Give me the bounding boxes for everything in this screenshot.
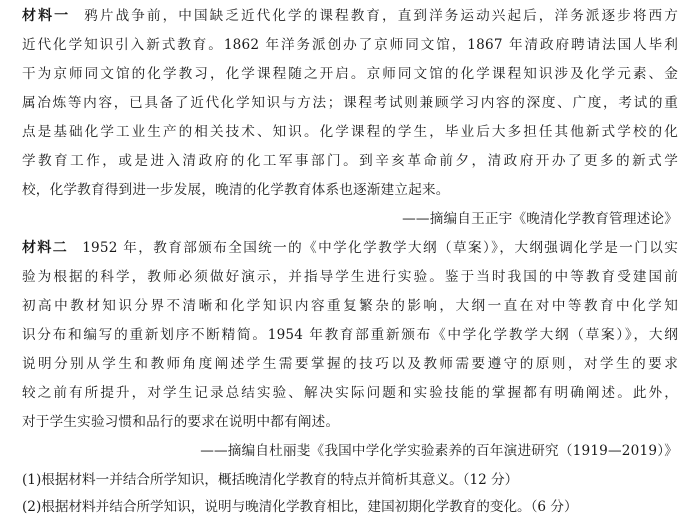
material1-line-6: 学教育工作，或是进入清政府的化工军事部门。到辛亥革命前夕，清政府开办了更多的新式学	[22, 153, 678, 169]
material1-line-4: 属冶炼等内容，已具备了近代化学知识与方法；课程考试则兼顾学习内容的深度、广度，考试的重	[22, 95, 678, 111]
question-1: (1)根据材料一并结合所学知识，概括晚清化学教育的特点并简析其意义。（12 分）	[22, 472, 519, 488]
material2-label: 材料二	[22, 240, 69, 256]
material2-text-1: 1952 年，教育部颁布全国统一的《中学化学教学大纲（草案）》，大纲强调化学是一门以实	[82, 240, 678, 256]
material2-line-2: 验为根据的科学，教师必须做好演示，并指导学生进行实验。鉴于当时我国的中等教育受建国前	[22, 269, 678, 285]
material1-line-1	[22, 6, 678, 26]
material2-line-3: 初高中教材知识分界不清晰和化学知识内容重复繁杂的影响，大纲一直在对中等教育中化学知	[22, 298, 678, 314]
material1-text-1: 鸦片战争前，中国缺乏近代化学的课程教育，直到洋务运动兴起后，洋务派逐步将西方	[84, 8, 678, 24]
material2-source: ——摘编自杜丽斐《我国中学化学实验素养的百年演进研究（1919—2019）》	[200, 443, 678, 459]
material1-line-3: 干为京师同文馆的化学教习，化学课程随之开启。京师同文馆的化学课程知识涉及化学元素、金	[22, 66, 678, 82]
material1-label: 材料一	[22, 8, 71, 24]
material2-line-5: 说明分别从学生和教师角度阐述学生需要掌握的技巧以及教师需要遵守的原则，对学生的要求	[22, 356, 678, 372]
material1-line-7: 校，化学教育得到进一步发展，晚清的化学教育体系也逐渐建立起来。	[22, 182, 450, 198]
material2-line-6: 较之前有所提升，对学生记录总结实验、解决实际问题和实验技能的掌握都有明确阐述。此外，	[22, 385, 678, 401]
material2-line-1	[22, 238, 678, 258]
material1-line-2: 近代化学知识引入新式教育。1862 年洋务派创办了京师同文馆，1867 年清政府聘请法国人毕利	[22, 37, 678, 53]
material1-source: ——摘编自王正宇《晚清化学教育管理述论》	[402, 211, 678, 227]
material2-line-4: 识分布和编写的重新划序不断精简。1954 年教育部重新颁布《中学化学教学大纲（草案）》，大纲	[22, 327, 678, 343]
question-2: (2)根据材料并结合所学知识，说明与晚清化学教育相比，建国初期化学教育的变化。（6 分）	[22, 499, 578, 515]
material2-line-7: 对于学生实验习惯和品行的要求在说明中都有阐述。	[22, 414, 340, 430]
material1-line-5: 点是基础化学工业生产的相关技术、知识。化学课程的学生，毕业后大多担任其他新式学校的化	[22, 124, 678, 140]
